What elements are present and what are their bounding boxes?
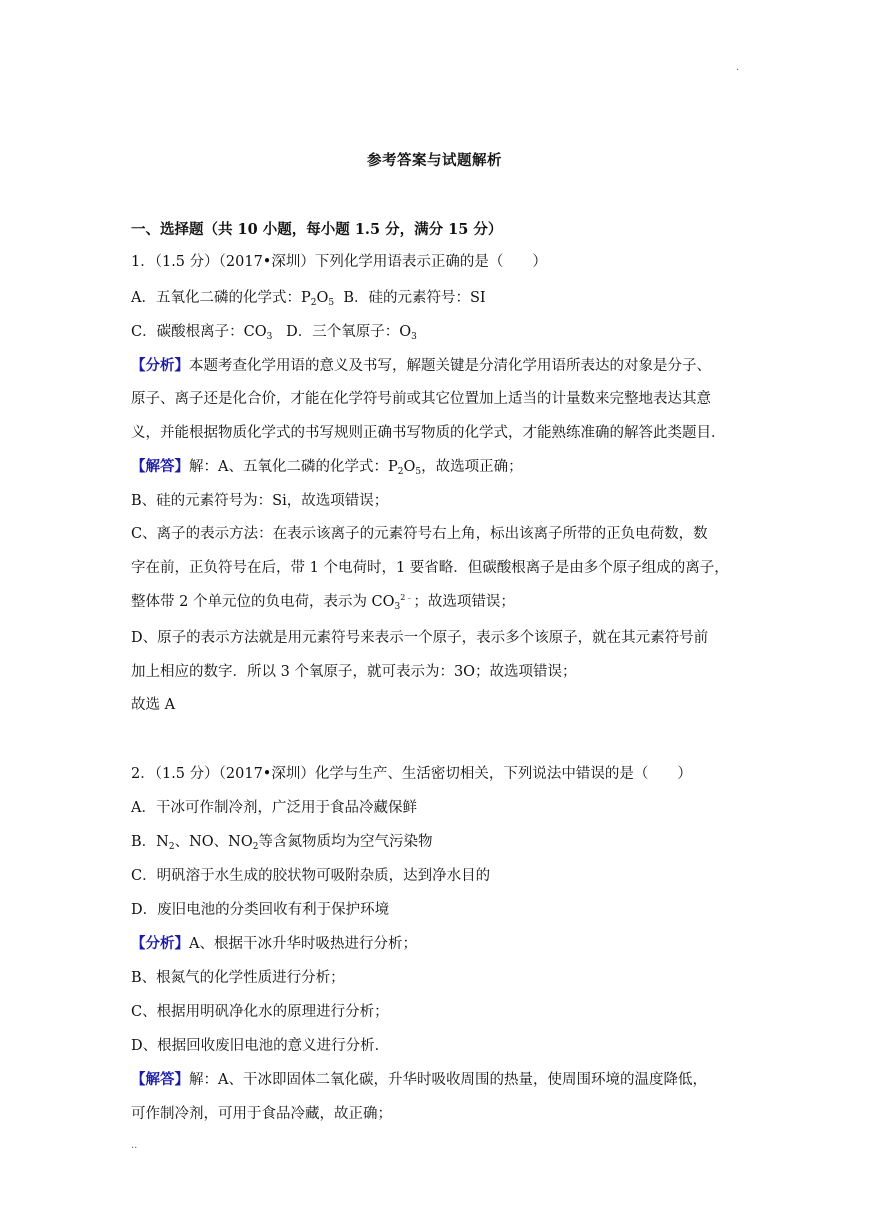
q1-stem: 1．（1.5 分）（2017•深圳）下列化学用语表示正确的是（ ）	[131, 254, 547, 270]
q1-final-choice: 故选 A	[131, 697, 176, 713]
footer-mark: ..	[131, 1140, 138, 1151]
q1-answer-line: D、原子的表示方法就是用元素符号来表示一个原子，表示多个该原子，就在其元素符号前	[131, 630, 709, 646]
header-mark: .	[736, 62, 740, 73]
q1-option-b: B．硅的元素符号：SI	[343, 290, 486, 306]
q2-answer-line: 【解答】解：A、干冰即固体二氧化碳，升华时吸收周围的热量，使周围环境的温度降低，	[131, 1071, 707, 1088]
q2-option-d: D．废旧电池的分类回收有利于保护环境	[131, 902, 390, 918]
q1-options-ab	[131, 286, 486, 307]
q2-analysis-line: D、根据回收废旧电池的意义进行分析．	[131, 1038, 390, 1054]
q1-option-d: D．三个氧原子：$O_3$	[286, 324, 417, 342]
q2-analysis-line: B、根氮气的化学性质进行分析；	[131, 970, 345, 986]
q1-analysis-line: 原子、离子还是化合价，才能在化学符号前或其它位置加上适当的计量数来完整地表达其意	[131, 391, 711, 407]
q2-option-b: B．$N_2$、NO、$NO_2$等含氮物质均为空气污染物	[131, 834, 433, 852]
q2-option-c: C．明矾溶于水生成的胶状物可吸附杂质，达到净水目的	[131, 868, 491, 884]
q1-option-a: A．五氧化二磷的化学式：$P_2O_5$	[131, 290, 335, 308]
q2-analysis-line: 【分析】A、根据干冰升华时吸热进行分析；	[131, 935, 417, 952]
q1-options-cd	[131, 320, 417, 341]
q2-stem: 2．（1.5 分）（2017•深圳）化学与生产、生活密切相关，下列说法中错误的是（ ）	[131, 766, 692, 782]
q1-analysis-line: 义，并能根据物质化学式的书写规则正确书写物质的化学式，才能熟练准确的解答此类题目．	[131, 425, 726, 441]
q2-answer-line: 可作制冷剂，可用于食品冷藏，故正确；	[131, 1106, 392, 1122]
analysis-tag: 【分析】	[131, 935, 189, 952]
q2-option-a: A．干冰可作制冷剂，广泛用于食品冷藏保鲜	[131, 800, 417, 816]
q1-answer-line: 加上相应的数字．所以 3 个氧原子，就可表示为：3O；故选项错误；	[131, 664, 577, 680]
analysis-tag: 【分析】	[131, 357, 189, 374]
answer-tag: 【解答】	[131, 458, 189, 475]
section-heading: 一、选择题（共 10 小题，每小题 1.5 分，满分 15 分）	[131, 221, 503, 238]
q1-analysis-line: 【分析】本题考查化学用语的意义及书写，解题关键是分清化学用语所表达的对象是分子、	[131, 357, 711, 374]
page-title: 参考答案与试题解析	[367, 152, 502, 169]
q1-option-c: C．碳酸根离子：$CO_3$	[131, 324, 273, 342]
q1-answer-line: C、离子的表示方法：在表示该离子的元素符号右上角，标出该离子所带的正负电荷数，数	[131, 526, 708, 542]
q1-answer-line: B、硅的元素符号为：Si，故选项错误；	[131, 493, 389, 509]
q2-analysis-line: C、根据用明矾净化水的原理进行分析；	[131, 1004, 389, 1020]
answer-tag: 【解答】	[131, 1071, 189, 1088]
q1-answer-line: 整体带 2 个单元位的负电荷，表示为 $CO_3^{2﹣}$；故选项错误；	[131, 593, 515, 612]
q1-answer-line: 字在前，正负符号在后，带 1 个电荷时，1 要省略．但碳酸根离子是由多个原子组成的离子，	[131, 560, 729, 576]
q1-answer-line: 【解答】解：A、五氧化二磷的化学式：$P_2O_5$，故选项正确；	[131, 458, 523, 477]
